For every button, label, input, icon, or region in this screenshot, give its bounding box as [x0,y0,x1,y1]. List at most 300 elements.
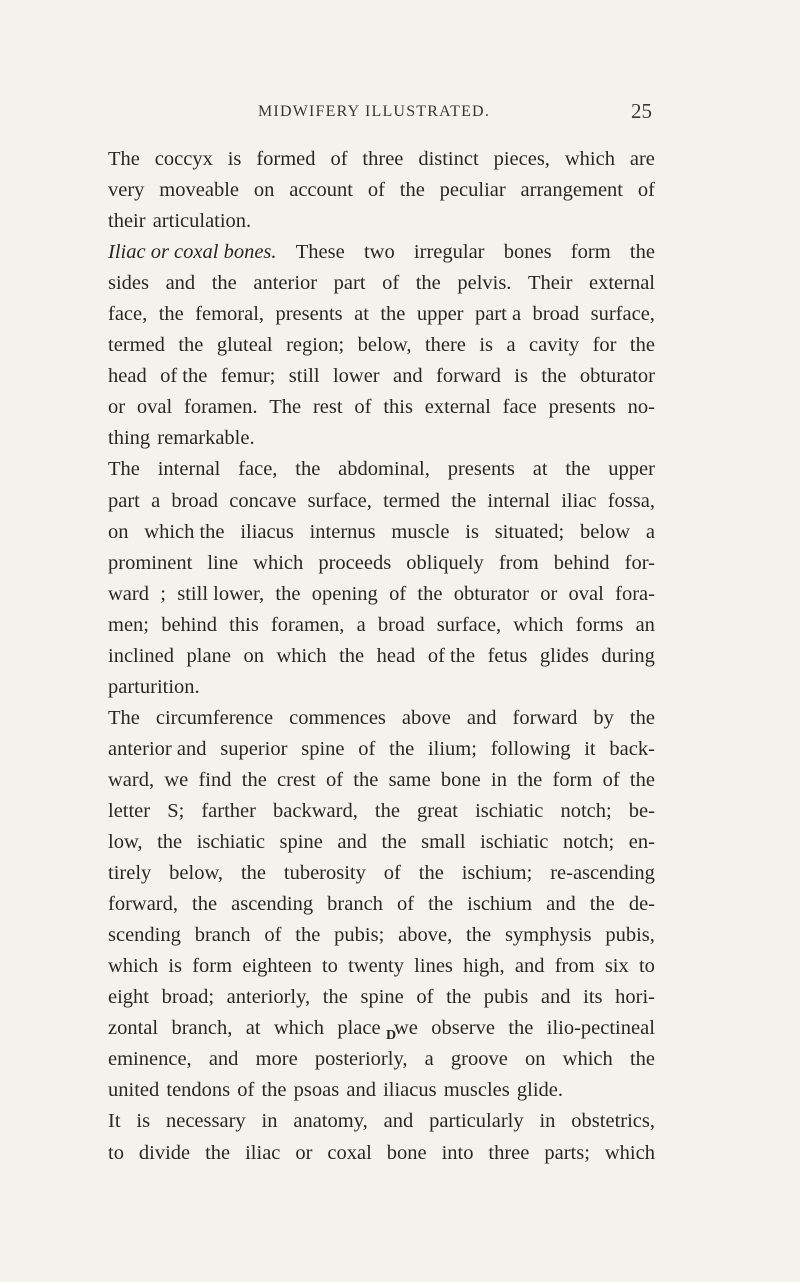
word: internus [309,520,376,543]
text-line [108,858,655,889]
word: of [325,768,344,791]
word: the [240,862,266,885]
word: external [424,396,491,419]
word: face [502,396,537,419]
word: very [108,179,145,202]
word: the [517,768,543,791]
word: and [393,365,423,388]
word: two [363,241,395,264]
word: bone [440,768,481,791]
text-line [108,517,655,548]
word: symphysis [504,924,592,947]
word: upper [416,303,464,326]
word: and [337,831,367,854]
word: presents [548,396,616,419]
word: cavity [529,334,580,357]
word: on [525,1048,546,1071]
word: concave [229,489,297,512]
word: bones [503,241,552,264]
word: letter [108,799,151,822]
word: commences [289,706,386,729]
text-line [108,548,655,579]
word: the [205,1141,231,1164]
text-line [108,1138,655,1169]
word: or [108,396,126,419]
word: lines [414,955,453,978]
body-text [108,144,655,1169]
word: and [546,893,576,916]
word: ; [160,582,166,605]
word: the [508,1017,534,1040]
word: in [261,1110,278,1133]
word: situated; [494,520,565,543]
word: moveable [159,179,239,202]
word: at [354,303,369,326]
word: which [562,1048,613,1071]
word: The [108,148,140,170]
word: the [589,893,615,916]
word: S; [167,799,185,822]
word: still lower, [177,582,265,605]
word: plane [186,644,231,667]
text-line [108,454,655,485]
word: the [418,862,444,885]
word: These [295,241,345,264]
word: necessary [165,1110,246,1133]
word: of [637,179,655,202]
word: ischiatic [196,831,265,854]
text-line [108,299,655,330]
word: Iliac or coxal bones. [108,241,277,264]
word: of [383,862,401,885]
word: particularly [429,1110,524,1133]
text-line [108,330,655,361]
word: which [108,955,159,978]
word: re-ascending [550,862,655,885]
word: and [165,272,196,295]
word: which [276,644,327,667]
text-line [108,1044,655,1075]
word: fetus [487,644,528,667]
word: the [158,303,184,326]
word: of [367,179,385,202]
word: formed [256,148,316,170]
word: eminence, [108,1048,192,1071]
word: on [253,179,275,202]
word: pelvis. [457,272,512,295]
word: low, [108,831,143,854]
word: forward [512,706,578,729]
word: is [136,1110,151,1133]
word: forward, [108,893,179,916]
text-line [108,610,655,641]
word: presents [275,303,343,326]
word: muscles [443,1079,510,1102]
word: is [168,955,183,978]
word: external [588,272,655,295]
word: inclined [108,644,175,667]
word: and [540,986,571,1009]
word: scending [108,924,181,947]
word: which the [144,520,225,543]
word: on [108,520,129,543]
word: below, [357,334,412,357]
word: no- [627,396,655,419]
word: anatomy, [293,1110,368,1133]
word: of [330,148,348,170]
word: lower [332,365,380,388]
word: de- [628,893,655,916]
word: we [164,768,189,791]
word: be- [628,799,655,822]
word: three [488,1141,530,1164]
word: a [424,1048,434,1071]
word: the [629,334,655,357]
word: for [592,334,617,357]
word: the [211,272,237,295]
word: the [339,644,365,667]
word: psoas [293,1079,340,1102]
word: oval [568,582,604,605]
word: and [514,955,545,978]
word: circumference [155,706,274,729]
word: united [108,1079,160,1102]
word: the [381,831,407,854]
word: and [346,1079,376,1102]
word: of [396,893,415,916]
word: coxal [327,1141,372,1164]
word: ward [108,582,149,605]
word: the [275,582,301,605]
word: prominent [108,551,193,574]
word: of the [427,644,476,667]
word: fora- [615,582,655,605]
word: spine [301,737,345,760]
word: face, [108,303,148,326]
word: spine [360,986,404,1009]
text-line [108,703,655,734]
word: eighteen [242,955,312,978]
word: iliacus [383,1079,437,1102]
word: branch, [171,1017,233,1040]
word: the [629,706,655,729]
word: is [479,334,494,357]
word: hori- [615,986,655,1009]
word: the [192,893,218,916]
word: the [322,986,348,1009]
word: of the [160,365,208,388]
word: the [565,458,591,481]
word: form [552,768,593,791]
word: head [376,644,416,667]
word: a [645,520,655,543]
word: gluteal [216,334,273,357]
word: is [227,148,242,170]
word: high, [463,955,505,978]
word: en- [628,831,655,854]
word: great [417,799,459,822]
word: there [424,334,466,357]
word: zontal [108,1017,159,1040]
word: above [401,706,451,729]
word: ischiatic [480,831,549,854]
word: the [295,924,321,947]
word: part [108,489,140,512]
word: surface, [436,613,502,636]
word: the [295,458,321,481]
word: during [601,644,655,667]
word: surface, [590,303,655,326]
word: the [399,179,425,202]
word: forms [575,613,624,636]
word: ward, [108,768,155,791]
word: the [261,1079,287,1102]
word: forward [436,365,501,388]
word: glide. [516,1079,564,1102]
word: obturator [453,582,529,605]
word: obstetrics, [571,1110,655,1133]
word: arrangement [520,179,623,202]
text-line [108,796,655,827]
word: pubis, [605,924,655,947]
word: surface, [307,489,372,512]
text-line [108,1013,655,1044]
word: the [428,893,454,916]
word: of [358,737,376,760]
word: from [554,955,595,978]
word: branch [327,893,383,916]
text-line [108,579,655,610]
word: of [382,272,400,295]
text-line [108,392,655,423]
word: is [514,365,528,388]
word: femoral, [195,303,265,326]
word: the [157,831,183,854]
text-line [108,889,655,920]
word: iliacus [240,520,294,543]
word: sides [108,272,149,295]
word: and [208,1048,239,1071]
text-line [108,206,655,237]
word: by [593,706,614,729]
word: to [108,1141,124,1164]
word: which [513,613,564,636]
page-number: 25 [631,99,652,123]
word: line [207,551,239,574]
word: thing [108,427,151,450]
word: ischiatic [475,799,544,822]
word: obturator [579,365,655,388]
word: femur; [220,365,276,388]
word: internal [157,458,221,481]
word: ischium; [461,862,533,885]
word: back- [609,737,655,760]
word: find [198,768,232,791]
word: form [570,241,611,264]
word: tirely [108,862,152,885]
word: foramen, [270,613,345,636]
word: in [539,1110,556,1133]
word: region; [286,334,345,357]
word: ilio-pectineal [546,1017,655,1040]
word: are [629,148,655,170]
word: the [178,334,204,357]
word: of [389,582,407,605]
word: or [540,582,558,605]
word: the [629,241,655,264]
word: above, [398,924,453,947]
text-line [108,920,655,951]
word: iliac [245,1141,281,1164]
word: internal [487,489,551,512]
word: at [532,458,548,481]
word: which [604,1141,655,1164]
word: bone [386,1141,427,1164]
word: part a [474,303,522,326]
text-line [108,268,655,299]
word: anterior and [108,737,207,760]
word: backward, [273,799,358,822]
word: which [564,148,615,170]
word: of [354,396,372,419]
word: oval [136,396,173,419]
word: muscle [391,520,450,543]
word: a [506,334,516,357]
word: coccyx [154,148,213,170]
word: an [635,613,655,636]
text-line [108,672,655,703]
word: place [337,1017,381,1040]
word: twenty [348,955,404,978]
word: foramen. [184,396,258,419]
word: glides [539,644,589,667]
word: the [466,924,492,947]
word: or [295,1141,313,1164]
word: tuberosity [283,862,366,885]
word: following [490,737,571,760]
word: which [253,551,304,574]
word: a [151,489,161,512]
text-line [108,765,655,796]
word: the [380,303,406,326]
word: spine [279,831,323,854]
word: The [269,396,302,419]
word: three [362,148,404,170]
word: notch; [562,831,615,854]
word: the [417,582,443,605]
word: articulation. [152,210,252,233]
text-line [108,361,655,392]
word: broad [171,489,219,512]
word: branch [194,924,251,947]
word: from [498,551,539,574]
word: and [466,706,497,729]
word: this [229,613,259,636]
text-line [108,1106,655,1137]
word: six [604,955,629,978]
word: groove [450,1048,508,1071]
word: its [583,986,603,1009]
word: the [541,365,567,388]
word: ascending [231,893,314,916]
word: tendons [166,1079,231,1102]
word: parts; [544,1141,590,1164]
word: fossa, [607,489,655,512]
text-line [108,175,655,206]
word: of [416,986,434,1009]
word: peculiar [439,179,506,202]
word: remarkable. [157,427,255,450]
word: for- [624,551,655,574]
running-head: MIDWIFERY ILLUSTRATED. [258,103,491,120]
word: at [245,1017,261,1040]
text-line [108,423,655,454]
word: The [108,458,140,481]
word: face, [238,458,278,481]
word: which [273,1017,324,1040]
word: into [441,1141,474,1164]
word: divide [138,1141,191,1164]
word: iliac [561,489,597,512]
word: obliquely [406,551,484,574]
word: proceeds [318,551,392,574]
word: rest [312,396,343,419]
word: ischium [467,893,533,916]
word: broad [532,303,580,326]
word: pieces, [493,148,550,170]
word: anteriorly, [226,986,311,1009]
word: a [356,613,366,636]
word: to [321,955,338,978]
word: distinct [418,148,479,170]
word: termed [383,489,440,512]
word: is [465,520,479,543]
word: part [333,272,366,295]
text-line [108,951,655,982]
word: the [629,1048,655,1071]
word: below, [169,862,224,885]
word: it [584,737,596,760]
word: of [264,924,282,947]
word: crest [277,768,316,791]
word: broad [377,613,425,636]
word: eight [108,986,149,1009]
word: ilium; [427,737,477,760]
word: behind [161,613,217,636]
word: the [446,986,472,1009]
word: observe [431,1017,495,1040]
word: irregular [413,241,485,264]
word: still [288,365,320,388]
word: It [108,1110,121,1133]
word: account [289,179,353,202]
word: head [108,365,147,388]
text-line [108,486,655,517]
word: farther [201,799,256,822]
word: pubis; [334,924,385,947]
word: posteriorly, [314,1048,408,1071]
word: of [237,1079,255,1102]
signature-mark: D [386,1028,397,1043]
word: below [579,520,631,543]
word: presents [447,458,515,481]
word: Their [528,272,573,295]
word: anterior [253,272,318,295]
text-line [108,1075,655,1106]
text-line [108,827,655,858]
word: of [602,768,620,791]
text-line [108,734,655,765]
